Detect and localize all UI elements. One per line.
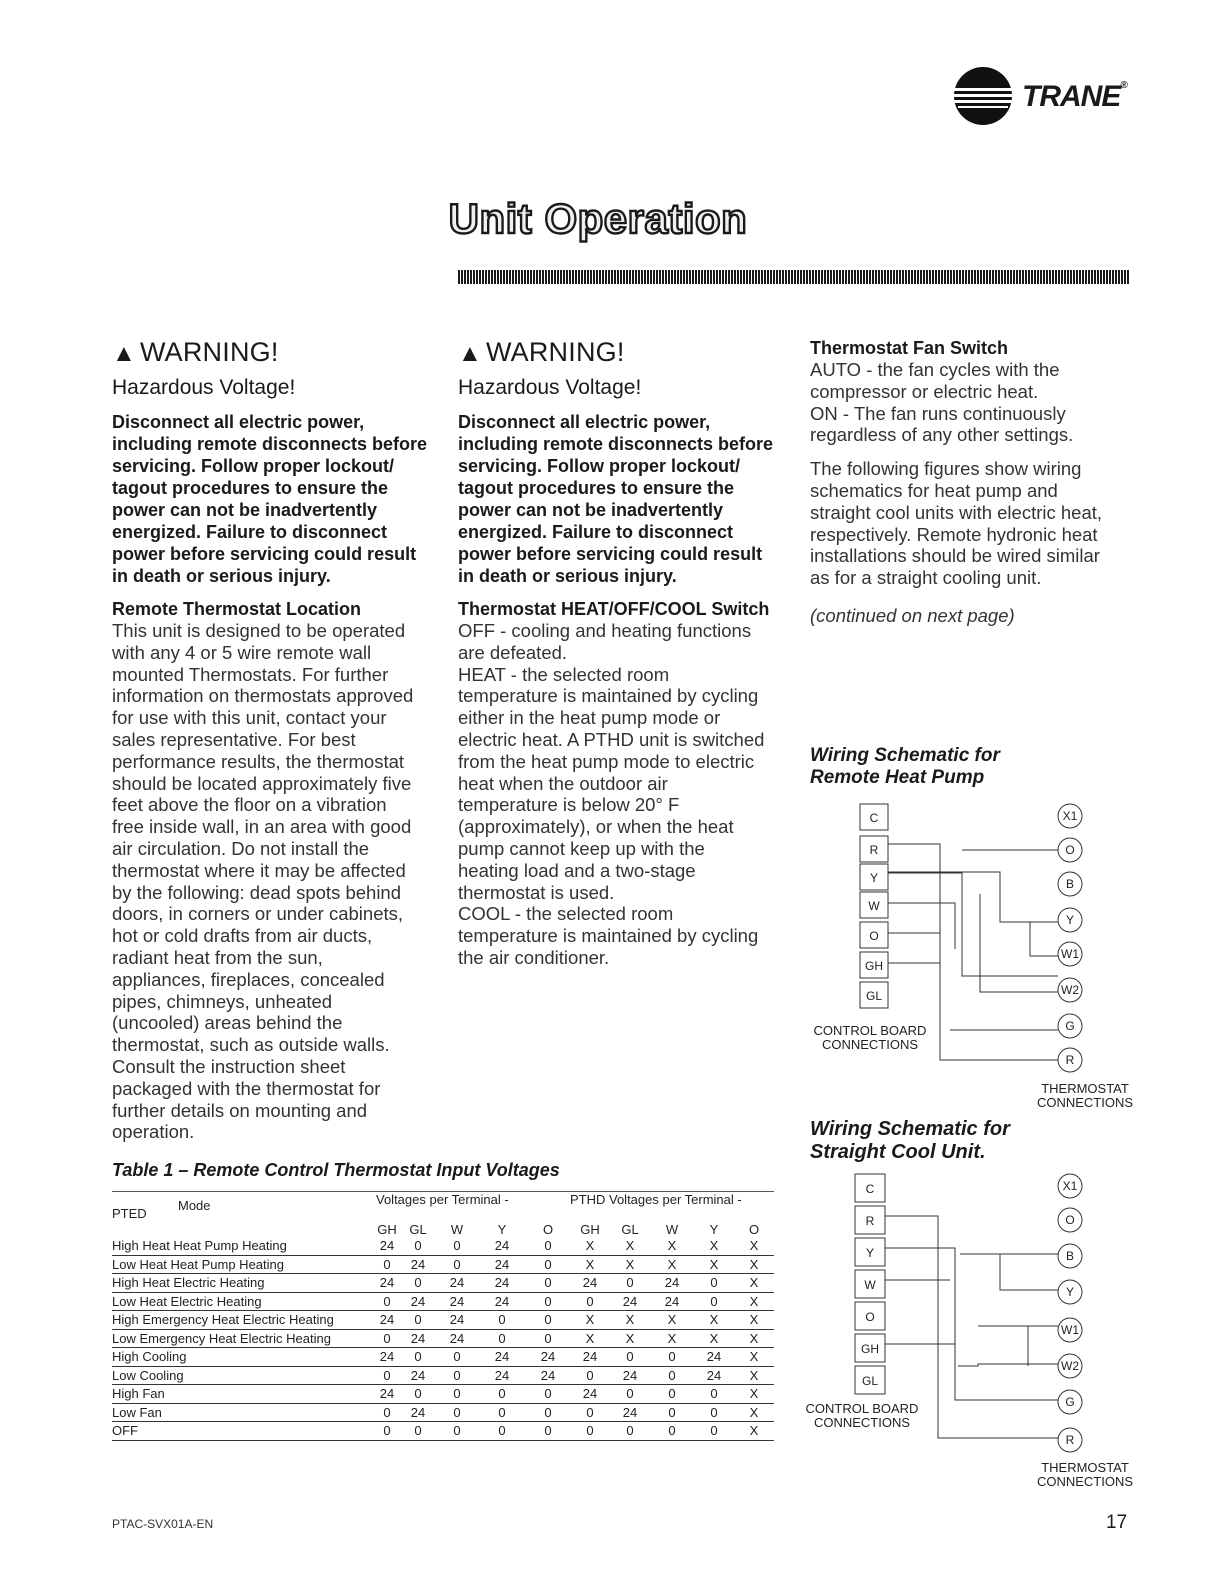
voltage-cell: 0	[478, 1385, 526, 1404]
body-line: COOL - the selected room	[458, 903, 674, 925]
diagram-title-line: Remote Heat Pump	[810, 767, 985, 788]
body-line: This unit is designed to be operated	[112, 620, 406, 641]
document-code: PTAC-SVX01A-EN	[112, 1517, 214, 1531]
body-line: further details on mounting and	[112, 1099, 368, 1121]
board-terminal-o: O	[869, 929, 879, 943]
page-number: 17	[1106, 1512, 1128, 1533]
body-line: electric heat. A PTHD unit is switched	[458, 728, 765, 750]
voltage-cell: 0	[436, 1348, 478, 1367]
board-terminal-gl: GL	[861, 1374, 879, 1388]
voltage-cell: 24	[478, 1292, 526, 1311]
table-row	[112, 1348, 774, 1367]
body-line: pipes, chimneys, unheated	[112, 990, 333, 1012]
voltage-cell: 0	[526, 1403, 570, 1422]
body-line: straight cool units with electric heat,	[810, 501, 1103, 523]
voltage-cell: 0	[436, 1237, 478, 1255]
voltage-cell: 24	[526, 1348, 570, 1367]
thermo-label-line-2: CONNECTIONS	[1036, 1474, 1134, 1489]
voltage-cell: 24	[374, 1348, 400, 1367]
voltage-cell: 0	[374, 1366, 400, 1385]
body-line: heating load and a two-stage	[458, 859, 696, 881]
voltage-cell: 24	[694, 1348, 734, 1367]
warning-subtitle: Hazardous Voltage!	[112, 376, 296, 399]
voltage-cell: 0	[436, 1366, 478, 1385]
warning-line: Disconnect all electric power,	[112, 412, 365, 432]
body-line: operation.	[112, 1121, 195, 1143]
voltage-cell: X	[570, 1255, 610, 1274]
voltage-cell: 24	[650, 1292, 694, 1311]
table-header-row-2	[112, 1222, 774, 1237]
voltage-cell: 24	[478, 1274, 526, 1293]
voltage-cell: 0	[570, 1422, 610, 1441]
voltage-cell: X	[610, 1311, 650, 1330]
voltage-cell: X	[694, 1237, 734, 1255]
thermostat-terminal-w1: W1	[1061, 1323, 1079, 1337]
column-header: Y	[709, 1222, 719, 1237]
mode-cell: High Cooling	[112, 1348, 374, 1367]
voltage-cell: 0	[478, 1403, 526, 1422]
title-rule	[458, 270, 1130, 284]
voltage-cell: 0	[436, 1255, 478, 1274]
page-title: Unit Operation	[448, 195, 748, 242]
voltage-cell: 0	[526, 1292, 570, 1311]
section-body	[112, 620, 447, 1143]
wiring-schematic-heat-pump	[800, 796, 1145, 1114]
voltage-cell: X	[694, 1311, 734, 1330]
voltage-cell: X	[734, 1274, 774, 1293]
voltage-cell: 0	[570, 1292, 610, 1311]
voltage-cell: 24	[400, 1403, 436, 1422]
voltage-cell: 0	[610, 1274, 650, 1293]
voltage-cell: 24	[374, 1237, 400, 1255]
body-line: feet above the floor on a vibration	[112, 794, 387, 816]
body-line: OFF - cooling and heating functions	[458, 620, 752, 641]
warning-line: in death or serious injury.	[112, 566, 331, 586]
header-group-pthd: PTHD Voltages per Terminal -	[570, 1192, 774, 1223]
voltage-cell: X	[650, 1255, 694, 1274]
voltage-cell: 24	[436, 1292, 478, 1311]
header-mode: Mode	[178, 1198, 211, 1213]
voltage-cell: X	[610, 1255, 650, 1274]
voltage-cell: 0	[570, 1366, 610, 1385]
section-body-2	[810, 458, 1145, 589]
body-line: temperature is maintained by cycling	[458, 925, 759, 947]
thermostat-terminal-w1: W1	[1061, 947, 1079, 961]
board-terminal-r: R	[869, 843, 879, 857]
column-header: O	[542, 1222, 554, 1237]
voltage-cell: X	[734, 1348, 774, 1367]
voltage-cell: 0	[526, 1311, 570, 1330]
voltage-cell: X	[650, 1237, 694, 1255]
column-header: GH	[580, 1222, 600, 1237]
voltage-cell: 24	[526, 1366, 570, 1385]
warning-text	[112, 411, 442, 587]
voltage-cell: 0	[694, 1385, 734, 1404]
table-row	[112, 1403, 774, 1422]
column-header: GH	[377, 1222, 397, 1237]
body-line: schematics for heat pump and	[810, 479, 1058, 501]
voltage-cell: 0	[526, 1237, 570, 1255]
voltage-cell: 0	[610, 1422, 650, 1441]
body-line: as for a straight cooling unit.	[810, 567, 1042, 589]
table-row	[112, 1366, 774, 1385]
voltage-cell: 0	[610, 1348, 650, 1367]
voltage-cell: 24	[650, 1274, 694, 1293]
header-mode-cell	[112, 1192, 374, 1223]
mode-cell: Low Heat Heat Pump Heating	[112, 1255, 374, 1274]
voltage-cell: X	[734, 1255, 774, 1274]
thermostat-terminal-w2: W2	[1061, 983, 1079, 997]
voltage-cell: 24	[436, 1311, 478, 1330]
board-label-line-2: CONNECTIONS	[813, 1415, 911, 1430]
voltage-cell: 24	[374, 1311, 400, 1330]
board-terminal-gh: GH	[861, 1342, 879, 1356]
voltage-cell: X	[610, 1329, 650, 1348]
body-line: thermostat where it may be affected	[112, 859, 406, 881]
body-line: are defeated.	[458, 641, 568, 663]
table-row	[112, 1292, 774, 1311]
warning-block-2	[458, 337, 788, 587]
voltage-cell: X	[570, 1237, 610, 1255]
voltage-cell: 0	[400, 1237, 436, 1255]
voltage-cell: X	[734, 1311, 774, 1330]
thermostat-terminal-x1: X1	[1062, 809, 1078, 823]
body-line: sales representative. For best	[112, 728, 356, 750]
voltage-cell: X	[694, 1329, 734, 1348]
voltage-cell: 0	[694, 1403, 734, 1422]
voltage-cell: 0	[526, 1274, 570, 1293]
column-header: W	[665, 1222, 679, 1237]
body-line: mounted Thermostats. For further	[112, 663, 389, 685]
warning-line: tagout procedures to ensure the	[112, 478, 389, 498]
voltage-cell: 0	[650, 1366, 694, 1385]
voltage-cell: 0	[478, 1329, 526, 1348]
board-terminal-gl: GL	[865, 989, 883, 1003]
diagram-title-line: Wiring Schematic for	[810, 745, 1000, 766]
header-group-pted: Voltages per Terminal -	[374, 1192, 570, 1223]
voltage-cell: 24	[570, 1348, 610, 1367]
voltage-cell: 24	[400, 1292, 436, 1311]
body-line: appliances, fireplaces, concealed	[112, 968, 385, 990]
body-line: from the heat pump mode to electric	[458, 750, 755, 772]
voltage-cell: 0	[374, 1422, 400, 1441]
body-line: by the following: dead spots behind	[112, 881, 402, 903]
voltage-cell: 24	[610, 1366, 650, 1385]
voltage-cell: X	[734, 1237, 774, 1255]
section-body	[810, 359, 1145, 446]
board-label-line-1: CONTROL BOARD	[813, 1023, 927, 1038]
voltage-cell: 0	[570, 1403, 610, 1422]
thermostat-terminal-b: B	[1065, 877, 1075, 891]
thermostat-terminal-b: B	[1065, 1249, 1075, 1263]
mode-cell: High Heat Heat Pump Heating	[112, 1237, 374, 1255]
voltage-cell: 0	[374, 1292, 400, 1311]
board-terminal-c: C	[869, 811, 879, 825]
body-line: temperature is maintained by cycling	[458, 685, 759, 707]
section-heading: Thermostat Fan Switch	[810, 338, 1009, 358]
mode-cell: High Heat Electric Heating	[112, 1274, 374, 1293]
thermostat-terminal-y: Y	[1065, 913, 1075, 927]
voltage-cell: 0	[610, 1385, 650, 1404]
voltage-cell: X	[734, 1422, 774, 1441]
warning-block-1	[112, 337, 442, 587]
voltage-cell: 0	[694, 1292, 734, 1311]
voltage-cell: 24	[436, 1274, 478, 1293]
body-line: the air conditioner.	[458, 946, 610, 968]
voltage-cell: 0	[478, 1311, 526, 1330]
column-header: GL	[409, 1222, 427, 1237]
body-line: pump cannot keep up with the	[458, 837, 705, 859]
board-label-line-1: CONTROL BOARD	[805, 1401, 919, 1416]
thermostat-terminal-r: R	[1065, 1053, 1075, 1067]
voltage-cell: 24	[436, 1329, 478, 1348]
warning-line: energized. Failure to disconnect	[458, 522, 734, 542]
thermostat-terminal-w2: W2	[1061, 1359, 1079, 1373]
body-line: radiant heat from the sun,	[112, 946, 323, 968]
voltage-cell: 0	[650, 1422, 694, 1441]
voltage-cell: X	[570, 1329, 610, 1348]
warning-title: WARNING!	[485, 337, 625, 367]
body-line: heat when the outdoor air	[458, 772, 668, 794]
voltage-cell: 0	[400, 1385, 436, 1404]
body-line: installations should be wired similar	[810, 545, 1100, 567]
body-line: thermostat is used.	[458, 881, 615, 903]
warning-line: tagout procedures to ensure the	[458, 478, 735, 498]
trane-globe-icon	[950, 66, 1016, 126]
column-header: GL	[621, 1222, 639, 1237]
voltage-cell: 24	[400, 1329, 436, 1348]
body-line: information on thermostats approved	[112, 685, 414, 707]
voltage-cell: 24	[400, 1255, 436, 1274]
body-line: hot or cold drafts from air ducts,	[112, 925, 373, 947]
warning-line: in death or serious injury.	[458, 566, 677, 586]
warning-line: servicing. Follow proper lockout/	[458, 456, 741, 476]
voltage-cell: 24	[374, 1274, 400, 1293]
body-line: regardless of any other settings.	[810, 424, 1074, 446]
board-terminal-gh: GH	[865, 959, 883, 973]
voltage-cell: 0	[374, 1255, 400, 1274]
voltage-cell: 24	[610, 1403, 650, 1422]
brand-registered-mark: ®	[1120, 80, 1127, 91]
voltage-cell: X	[650, 1311, 694, 1330]
voltage-cell: X	[734, 1385, 774, 1404]
voltage-cell: 0	[400, 1348, 436, 1367]
body-line: thermostat, such as outside walls.	[112, 1034, 390, 1056]
table-caption: Table 1 – Remote Control Thermostat Input Voltages	[112, 1160, 560, 1180]
table-row	[112, 1329, 774, 1348]
warning-line: power can not be inadvertently	[458, 500, 724, 520]
diagram-2-title	[810, 1118, 1010, 1164]
header-spacer	[112, 1222, 374, 1237]
warning-line: power before servicing could result	[458, 544, 763, 564]
voltage-cell: X	[734, 1403, 774, 1422]
mode-cell: OFF	[112, 1422, 374, 1441]
table-header-row-1	[112, 1192, 774, 1223]
voltage-cell: 0	[694, 1422, 734, 1441]
column-header: O	[748, 1222, 760, 1237]
board-terminal-y: Y	[865, 1246, 875, 1260]
table-row	[112, 1311, 774, 1330]
thermostat-terminal-o: O	[1065, 843, 1075, 857]
warning-line: servicing. Follow proper lockout/	[112, 456, 395, 476]
diagram-title-line: Straight Cool Unit.	[810, 1141, 986, 1163]
voltage-cell: 0	[526, 1255, 570, 1274]
voltage-cell: 24	[610, 1292, 650, 1311]
brand-name: TRANE	[1022, 80, 1121, 113]
thermostat-terminal-r: R	[1065, 1433, 1075, 1447]
voltage-cell: 24	[400, 1366, 436, 1385]
body-line: doors, in corners or under cabinets,	[112, 903, 404, 925]
table-row	[112, 1422, 774, 1441]
voltage-table	[112, 1191, 774, 1441]
voltage-cell: 0	[650, 1385, 694, 1404]
warning-subtitle: Hazardous Voltage!	[458, 376, 642, 399]
voltage-cell: X	[734, 1329, 774, 1348]
body-line: packaged with the thermostat for	[112, 1077, 381, 1099]
column-header: W	[450, 1222, 464, 1237]
warning-text	[458, 411, 788, 587]
voltage-cell: 0	[374, 1329, 400, 1348]
thermostat-terminal-y: Y	[1065, 1285, 1075, 1299]
voltage-cell: 0	[526, 1385, 570, 1404]
table-row	[112, 1237, 774, 1255]
voltage-cell: 0	[436, 1403, 478, 1422]
column-header: Y	[497, 1222, 507, 1237]
voltage-cell: 0	[400, 1274, 436, 1293]
body-line: HEAT - the selected room	[458, 663, 670, 685]
voltage-cell: 24	[570, 1385, 610, 1404]
diagram-1-title	[810, 745, 1000, 789]
thermostat-terminal-o: O	[1065, 1213, 1075, 1227]
body-line: free inside wall, in an area with good	[112, 816, 412, 838]
voltage-cell: 0	[478, 1422, 526, 1441]
voltage-cell: X	[570, 1311, 610, 1330]
board-terminal-o: O	[865, 1310, 875, 1324]
body-line: either in the heat pump mode or	[458, 707, 721, 729]
mode-cell: High Fan	[112, 1385, 374, 1404]
section-heading: Thermostat HEAT/OFF/COOL Switch	[458, 599, 770, 619]
body-line: (uncooled) areas behind the	[112, 1012, 343, 1034]
warning-line: power before servicing could result	[112, 544, 417, 564]
thermo-label-line-1: THERMOSTAT	[1041, 1460, 1129, 1475]
body-line: temperature is below 20° F	[458, 794, 680, 816]
voltage-cell: X	[734, 1366, 774, 1385]
continued-note: (continued on next page)	[810, 604, 1015, 626]
thermostat-terminal-g: G	[1065, 1019, 1075, 1033]
voltage-cell: X	[694, 1255, 734, 1274]
board-label-line-2: CONNECTIONS	[821, 1037, 919, 1052]
warning-line: energized. Failure to disconnect	[112, 522, 388, 542]
warning-line: including remote disconnects before	[458, 434, 774, 454]
table-row	[112, 1255, 774, 1274]
section-heading: Remote Thermostat Location	[112, 599, 362, 619]
warning-triangle-icon: ▲	[112, 340, 136, 367]
voltage-cell: 24	[478, 1237, 526, 1255]
voltage-cell: X	[734, 1292, 774, 1311]
thermo-label-line-2: CONNECTIONS	[1036, 1095, 1134, 1110]
voltage-cell: 24	[478, 1366, 526, 1385]
heat-off-cool-section	[458, 598, 793, 969]
section-body	[458, 620, 793, 969]
voltage-cell: 0	[526, 1422, 570, 1441]
body-line: should be located approximately five	[112, 772, 412, 794]
warning-title: WARNING!	[139, 337, 279, 367]
voltage-cell: X	[610, 1237, 650, 1255]
body-line: AUTO - the fan cycles with the	[810, 359, 1060, 380]
voltage-cell: 24	[694, 1366, 734, 1385]
voltage-cell: 24	[374, 1385, 400, 1404]
body-line: for use with this unit, contact your	[112, 707, 387, 729]
voltage-cell: 0	[436, 1385, 478, 1404]
fan-switch-section	[810, 337, 1145, 627]
trane-logo	[950, 66, 1130, 126]
voltage-cell: X	[650, 1329, 694, 1348]
voltage-cell: 0	[526, 1329, 570, 1348]
voltage-cell: 0	[436, 1422, 478, 1441]
body-line: ON - The fan runs continuously	[810, 402, 1066, 424]
table-row	[112, 1385, 774, 1404]
voltage-cell: 24	[478, 1348, 526, 1367]
voltage-cell: 24	[478, 1255, 526, 1274]
mode-cell: Low Fan	[112, 1403, 374, 1422]
voltage-cell: 0	[400, 1311, 436, 1330]
voltage-cell: 0	[694, 1274, 734, 1293]
body-line: with any 4 or 5 wire remote wall	[112, 641, 372, 663]
warning-line: including remote disconnects before	[112, 434, 428, 454]
body-line: (approximately), or when the heat	[458, 816, 734, 838]
wiring-schematic-straight-cool	[800, 1166, 1145, 1496]
mode-cell: Low Heat Electric Heating	[112, 1292, 374, 1311]
thermostat-terminal-g: G	[1065, 1395, 1075, 1409]
board-terminal-w: W	[868, 899, 880, 913]
header-pted: PTED	[112, 1206, 147, 1221]
warning-line: Disconnect all electric power,	[458, 412, 711, 432]
voltage-cell: 0	[650, 1403, 694, 1422]
voltage-cell: 24	[570, 1274, 610, 1293]
warning-line: power can not be inadvertently	[112, 500, 378, 520]
remote-thermostat-section	[112, 598, 447, 1143]
board-terminal-r: R	[865, 1214, 875, 1228]
mode-cell: Low Emergency Heat Electric Heating	[112, 1329, 374, 1348]
body-line: performance results, the thermostat	[112, 750, 405, 772]
voltage-cell: 0	[650, 1348, 694, 1367]
board-terminal-c: C	[865, 1182, 875, 1196]
mode-cell: Low Cooling	[112, 1366, 374, 1385]
body-line: air circulation. Do not install the	[112, 837, 370, 859]
voltage-cell: 0	[400, 1422, 436, 1441]
thermostat-terminal-x1: X1	[1062, 1179, 1078, 1193]
board-terminal-w: W	[864, 1278, 876, 1292]
body-line: compressor or electric heat.	[810, 380, 1039, 402]
mode-cell: High Emergency Heat Electric Heating	[112, 1311, 374, 1330]
voltage-cell: 0	[374, 1403, 400, 1422]
table-row	[112, 1274, 774, 1293]
body-line: The following figures show wiring	[810, 458, 1082, 480]
body-line: respectively. Remote hydronic heat	[810, 523, 1098, 545]
diagram-title-line: Wiring Schematic for	[810, 1118, 1010, 1140]
body-line: Consult the instruction sheet	[112, 1055, 346, 1077]
warning-triangle-icon: ▲	[458, 340, 482, 367]
thermo-label-line-1: THERMOSTAT	[1041, 1081, 1129, 1096]
board-terminal-y: Y	[869, 871, 879, 885]
